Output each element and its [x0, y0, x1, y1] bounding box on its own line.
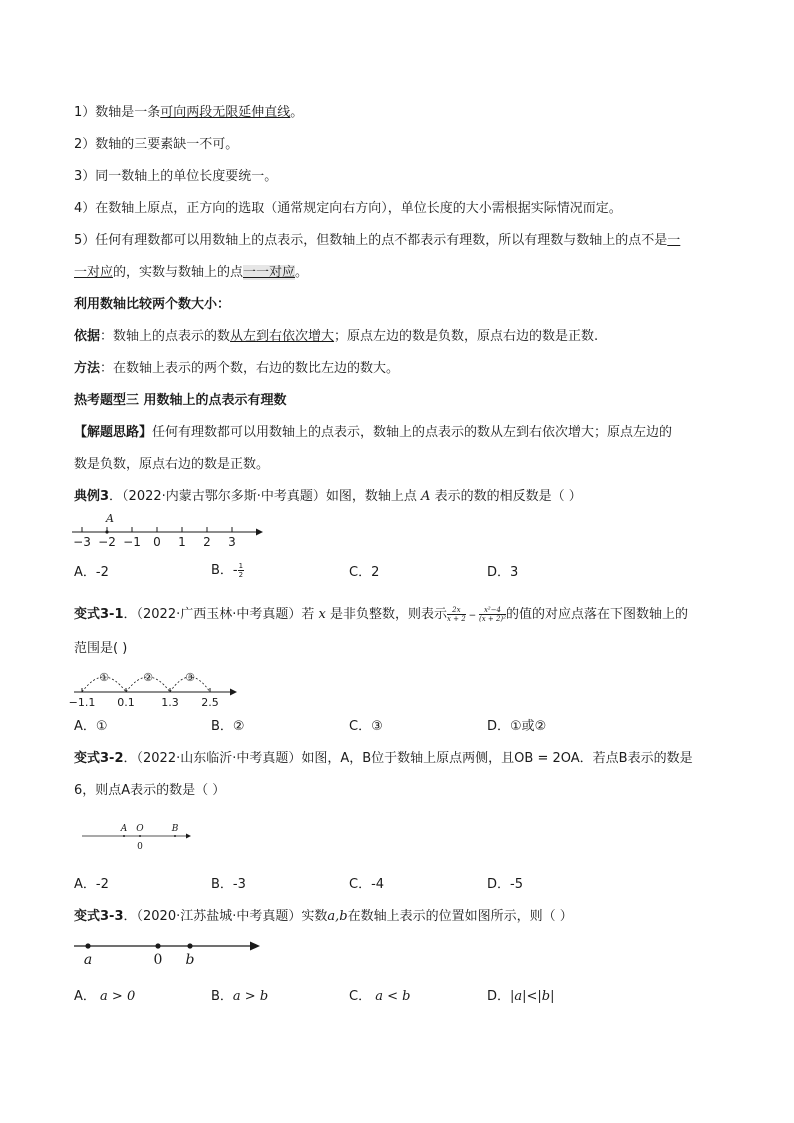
v32-point-1 [139, 835, 141, 837]
v33-point-0 [85, 943, 90, 948]
method-text: ：在数轴上表示的两个数，右边的数比左边的数大。 [100, 361, 400, 376]
v32-point-2 [174, 835, 176, 837]
variant-3-2-source: ．（2022·山东临沂·中考真题）如图， [123, 751, 341, 766]
variant-3-2-number-line [80, 820, 210, 854]
ex3-tick-label-6: 3 [228, 535, 236, 549]
note-6-text: 的，实数与数轴上的点 [113, 265, 244, 280]
v33-label-2: b [185, 952, 195, 968]
note-1-underlined: 可向两段无限延伸直线 [160, 105, 291, 120]
basis-label: 依据 [74, 329, 101, 344]
note-1-text: 1）数轴是一条 [74, 105, 161, 120]
idea-text: 任何有理数都可以用数轴上的点表示，数轴上的点表示的数从左到右依次增大；原点左边的 [152, 425, 673, 440]
variant-3-3-number-line [72, 936, 272, 970]
ex3-tick-label-2: −1 [123, 535, 141, 549]
variant-3-1-tail: 的值的对应点落在下图数轴上的 [505, 607, 688, 622]
example-3-option-a[interactable]: A．-2 [74, 565, 109, 580]
note-5-underlined: 一 [667, 233, 681, 248]
v31-tick-label-1: 0.1 [117, 696, 135, 709]
point-a-dot [105, 530, 108, 533]
example-3-number-line [70, 508, 270, 548]
type3-idea-continued: 数是负数，原点右边的数是正数。 [74, 457, 270, 472]
example-3-option-b[interactable] [211, 562, 244, 580]
fraction-numerator: 1 [238, 562, 244, 570]
fraction-2x [447, 606, 466, 623]
variant-3-1-option-d[interactable]: D．①或② [487, 719, 547, 734]
option-b-prefix: B． [211, 563, 233, 578]
option-a-prefix: A． [74, 989, 96, 1004]
variant-3-3-option-b[interactable] [211, 988, 268, 1006]
variant-3-3-tail: 在数轴上表示的位置如图所示，则（ ） [347, 909, 573, 924]
example-3-option-d[interactable]: D．3 [487, 565, 519, 580]
v33-point-1 [155, 943, 160, 948]
example-3-var: A [421, 489, 431, 504]
ex3-tick-label-4: 1 [178, 535, 186, 549]
variant-3-2-line2: 6，则点A表示的数是（ ） [74, 783, 226, 798]
v33-label-0: a [83, 952, 93, 968]
fraction-denominator: 2 [238, 571, 244, 579]
compare-basis [74, 328, 598, 346]
variant-3-3-vars: a,b [327, 909, 348, 924]
note-2: 2）数轴的三要素缺一不可。 [74, 137, 239, 152]
variant-3-2-option-a[interactable]: A．-2 [74, 877, 109, 892]
variant-3-2-question [74, 750, 693, 768]
fraction-x2 [479, 606, 506, 623]
option-a-expr: a > 0 [100, 989, 136, 1004]
variant-3-1-option-a[interactable]: A．① [74, 719, 108, 734]
variant-3-1-question: 变式3-1．（2022·广西玉林·中考真题）若 x 是非负整数，则表示 $\frac{2x}{x + 2}$ − $\frac{\text{x²−4}}{\text{(x + 2)²}}$ 的值的对应点落在下图数轴上的 [74, 606, 688, 623]
note-3: 3）同一数轴上的单位长度要统一。 [74, 169, 278, 184]
f2-num: x²−4 [479, 606, 506, 615]
ex3-tick-label-5: 2 [203, 535, 211, 549]
variant-3-3-option-d[interactable] [487, 988, 555, 1006]
variant-3-3-question [74, 908, 573, 926]
option-c-expr: a < b [375, 989, 411, 1004]
example-3-option-c[interactable]: C．2 [349, 565, 380, 580]
example-3-tail: 表示的数的相反数是（ ） [434, 489, 582, 504]
variant-3-1-line2: 范围是( ) [74, 641, 128, 656]
compare-heading: 利用数轴比较两个数大小： [74, 297, 231, 312]
idea-label: 【解题思路】 [74, 425, 153, 440]
v32-zero-label: 0 [137, 842, 143, 852]
variant-3-3-option-c[interactable] [349, 988, 410, 1006]
v31-tick-label-2: 1.3 [161, 696, 179, 709]
variant-3-2-label: 变式3-2 [74, 751, 124, 766]
note-5 [74, 232, 680, 250]
variant-3-1-var: x [318, 607, 326, 622]
variant-3-1-source: ．（2022·广西玉林·中考真题）若 [123, 607, 315, 622]
note-6-underlined: 一对应 [74, 265, 114, 280]
variant-3-1-mid: 是非负整数，则表示 [329, 607, 447, 622]
variant-3-1-number-line [70, 664, 250, 710]
note-1 [74, 104, 303, 122]
basis-text-end: ；原点左边的数是负数，原点右边的数是正数. [334, 329, 599, 344]
type3-idea [74, 424, 672, 442]
variant-3-2-option-c[interactable]: C．-4 [349, 877, 385, 892]
v32-point-0 [123, 835, 125, 837]
note-5-continued [74, 264, 308, 282]
example-3-label: 典例3 [74, 489, 110, 504]
variant-3-2-option-b[interactable]: B．-3 [211, 877, 246, 892]
option-b-sign: - [232, 563, 238, 578]
v32-label-2: B [171, 824, 179, 834]
v33-label-1: 0 [153, 952, 163, 968]
option-b-fraction [238, 562, 244, 579]
note-4: 4）在数轴上原点，正方向的选取（通常规定向右方向），单位长度的大小需根据实际情况而定。 [74, 201, 622, 216]
variant-3-3-label: 变式3-3 [74, 909, 124, 924]
option-d-expr: |a|<|b| [510, 989, 555, 1004]
v33-point-2 [187, 943, 192, 948]
ex3-tick-label-3: 0 [153, 535, 161, 549]
v31-arc-label-0: ① [99, 671, 109, 684]
f1-num: 2x [447, 606, 466, 615]
v31-tick-label-3: 2.5 [201, 696, 219, 709]
f1-den: x + 2 [447, 615, 466, 623]
type3-heading: 热考题型三 用数轴上的点表示有理数 [74, 393, 287, 408]
variant-3-3-source: ．（2020·江苏盐城·中考真题）实数 [123, 909, 328, 924]
option-c-prefix: C． [349, 989, 372, 1004]
example-3-source: ．（2022·内蒙古鄂尔多斯·中考真题）如图，数轴上点 [109, 489, 417, 504]
v31-tick-label-0: −1.1 [68, 696, 96, 709]
variant-3-3-option-a[interactable] [74, 988, 135, 1006]
variant-3-1-option-b[interactable]: B．② [211, 719, 245, 734]
option-b-prefix: B． [211, 989, 233, 1004]
variant-3-1-option-c[interactable]: C．③ [349, 719, 383, 734]
variant-3-2-option-d[interactable]: D．-5 [487, 877, 523, 892]
ex3-tick-label-1: −2 [98, 535, 116, 549]
note-1-end: 。 [290, 105, 304, 120]
note-6-end: 。 [295, 265, 309, 280]
point-a-label: A [106, 512, 114, 525]
basis-underlined: 从左到右依次增大 [230, 329, 335, 344]
option-b-expr: a > b [232, 989, 269, 1004]
v31-arc-label-1: ② [143, 671, 153, 684]
variant-3-1-label: 变式3-1 [74, 607, 124, 622]
basis-text: ：数轴上的点表示的数 [100, 329, 231, 344]
f2-den: (x + 2)² [478, 615, 506, 623]
note-5-text: 5）任何有理数都可以用数轴上的点表示，但数轴上的点不都表示有理数，所以有理数与数轴上的点不是 [74, 233, 668, 248]
method-label: 方法 [74, 361, 101, 376]
v32-label-1: O [136, 824, 144, 834]
compare-method [74, 360, 399, 378]
variant-3-2-body: A，B位于数轴上原点两侧，且OB = 2OA．若点B表示的数是 [340, 751, 693, 766]
option-d-prefix: D． [487, 989, 511, 1004]
note-6-highlight: 一一对应 [243, 265, 296, 280]
v31-arc-label-2: ③ [185, 671, 195, 684]
example-3-question [74, 488, 582, 506]
ex3-tick-label-0: −3 [73, 535, 91, 549]
v32-label-0: A [120, 824, 128, 834]
